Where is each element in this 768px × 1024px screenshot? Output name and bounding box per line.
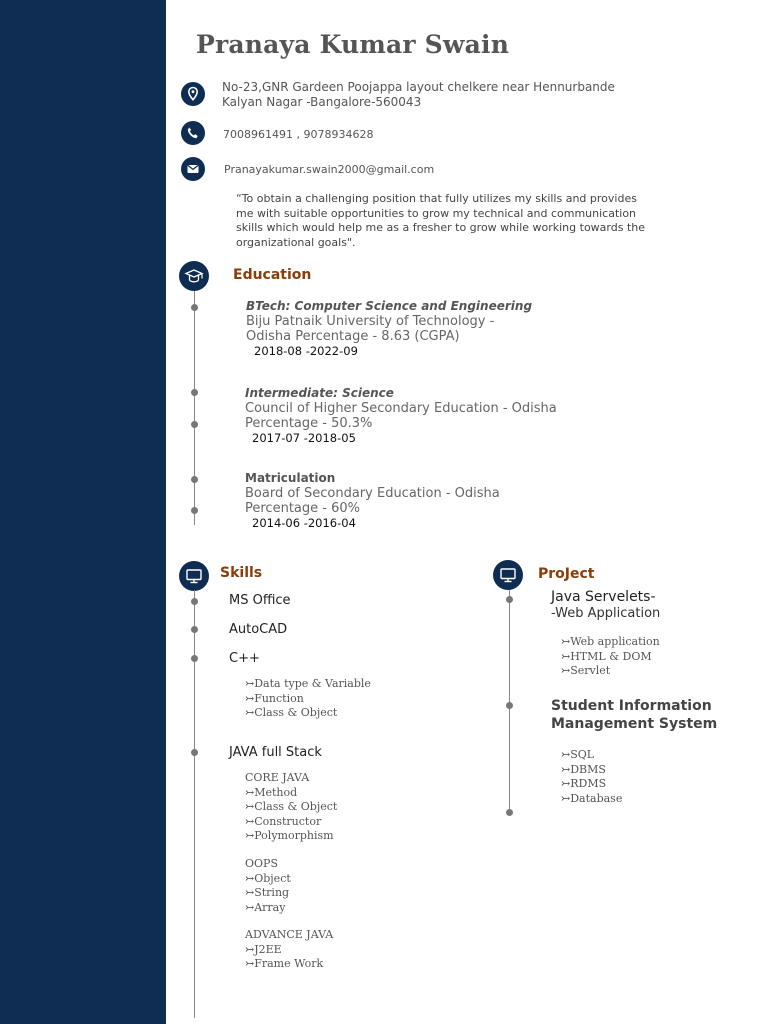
computer-icon [493,560,523,590]
skill-subheading: CORE JAVA [245,771,310,784]
skill-subitem: ↣Method [245,785,298,799]
project-features [561,635,660,679]
timeline-dot [506,809,513,816]
timeline-dot [506,596,513,603]
objective-statement: “To obtain a challenging position that fully utilizes my skills and provides me with suitable opportunities to grow my technical and communication skills which would help me as a fresher to grow while working towards the organizational goals". [236,192,646,249]
skill-subitem: ↣Class & Object [245,800,338,813]
skill-sublist [245,928,333,972]
project-feature: ↣SQL [561,748,595,761]
skill-item: MS Office [229,593,291,608]
skill-subitem: ↣Constructor [245,814,322,828]
project-name: Student Information [551,698,712,714]
skill-subitem: ↣String [245,886,290,899]
skill-subitem: ↣Object [245,871,291,885]
education-dates: 2017-07 -2018-05 [252,431,356,445]
skill-sublist [245,857,291,915]
project-feature: ↣RDMS [561,777,607,790]
timeline-dot [191,389,198,396]
timeline-dot [191,421,198,428]
education-dates: 2018-08 -2022-09 [254,344,358,358]
address-line-1: No-23,GNR Gardeen Poojappa layout chelkere near Hennurbande [222,80,615,94]
skill-sublist [245,677,371,721]
education-title: Education [233,267,312,283]
education-score: Odisha Percentage - 8.63 (CGPA) [246,329,460,344]
timeline-dot [191,749,198,756]
project-feature: ↣DBMS [561,762,606,776]
project-feature: ↣Web application [561,635,660,648]
phone-numbers: 7008961491 , 9078934628 [223,128,374,141]
project-title: ProJect [538,566,595,582]
timeline-dot [191,304,198,311]
education-score: Percentage - 60% [245,501,360,516]
project-feature: ↣Database [561,791,623,805]
project-feature: ↣Servlet [561,664,611,677]
address-line-2: Kalyan Nagar -Bangalore-560043 [222,95,422,109]
project-feature: ↣HTML & DOM [561,649,652,663]
computer-icon [179,561,209,591]
location-icon [181,82,205,106]
education-degree: Intermediate: Science [245,386,394,400]
skill-item: JAVA full Stack [229,745,322,760]
skill-subheading: ADVANCE JAVA [245,928,334,941]
email-icon [181,157,205,181]
skill-subitem: ↣Class & Object [245,706,338,719]
project-name: Java Servelets- [551,589,656,605]
skill-subitem: ↣Data type & Variable [245,677,371,690]
skill-item: AutoCAD [229,622,288,637]
education-institution: Biju Patnaik University of Technology - [246,314,495,329]
email-address[interactable]: Pranayakumar.swain2000@gmail.com [224,163,435,176]
timeline-dot [191,476,198,483]
education-timeline [194,291,195,525]
education-degree: BTech: Computer Science and Engineering [246,299,533,313]
skill-subitem: ↣Polymorphism [245,829,334,842]
timeline-dot [191,598,198,605]
graduation-cap-icon [179,261,209,291]
education-dates: 2014-06 -2016-04 [252,516,356,530]
skills-title: Skills [220,565,263,581]
education-institution: Council of Higher Secondary Education - Odisha [245,401,557,416]
address [222,80,615,110]
education-institution: Board of Secondary Education - Odisha [245,486,500,501]
skill-subitem: ↣J2EE [245,942,282,956]
timeline-dot [191,626,198,633]
skill-subitem: ↣Array [245,900,286,914]
skill-sublist [245,771,337,844]
skill-subitem: ↣Frame Work [245,957,324,970]
skill-subheading: OOPS [245,857,278,870]
education-score: Percentage - 50.3% [245,416,373,431]
timeline-dot [191,655,198,662]
project-features [561,748,622,806]
education-degree: Matriculation [245,471,336,485]
project-name: Management System [551,716,718,732]
phone-icon [181,121,205,145]
timeline-dot [191,507,198,514]
candidate-name: Pranaya Kumar Swain [196,30,510,59]
skill-subitem: ↣Function [245,691,304,705]
timeline-dot [506,702,513,709]
project-subtitle: -Web Application [551,606,661,621]
skill-item: C++ [229,651,260,666]
sidebar-band [0,0,166,1024]
